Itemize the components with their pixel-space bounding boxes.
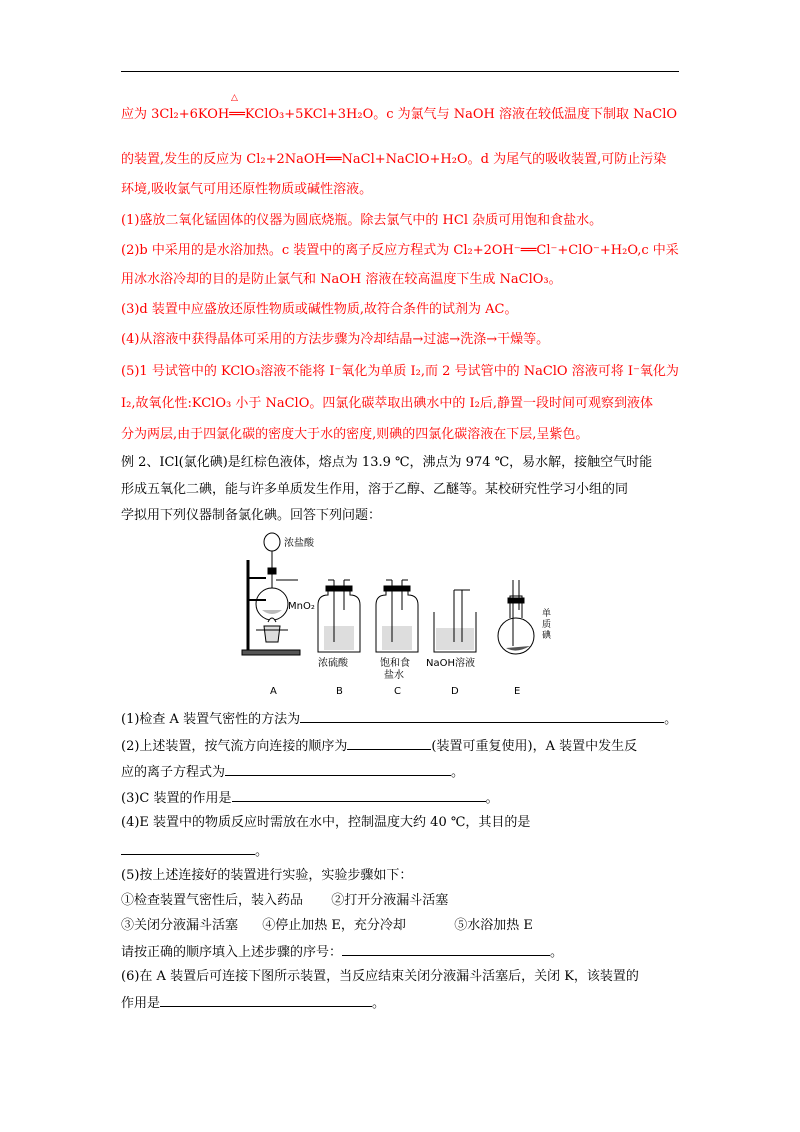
answer-blank[interactable] (342, 943, 550, 956)
letter-b: B (336, 686, 343, 697)
step-3: ③关闭分液漏斗活塞 (121, 918, 239, 933)
letter-c: C (394, 686, 401, 697)
question-6: (6)在 A 装置后可连接下图所示装置，当反应结束关闭分液漏斗活塞后，关闭 K，该装置的 (121, 969, 639, 984)
problem-text: 形成五氧化二碘，能与许多单质发生作用，溶于乙醇、乙醚等。某校研究性学习小组的同 (121, 482, 629, 497)
apparatus-b (318, 580, 360, 652)
answer-line: 分为两层,由于四氯化碳的密度大于水的密度,则碘的四氯化碳溶液在下层,呈紫色。 (121, 427, 589, 442)
question-text: 应的离子方程式为 (121, 765, 226, 780)
question-end: 。 (550, 945, 564, 960)
letter-e: E (514, 686, 521, 697)
heating-condition: △ (231, 93, 238, 103)
label-hcl: 浓盐酸 (284, 538, 314, 549)
question-4: (4)E 装置中的物质反应时需放在水中，控制温度大约 40 ℃，其目的是 (121, 815, 531, 830)
question-text: (1)检查 A 装置气密性的方法为 (121, 712, 301, 727)
answer-line: (2)b 中采用的是水浴加热。c 装置中的离子反应方程式为 Cl₂+2OH⁻══Cl⁻+ClO⁻+H₂O,c 中采 (121, 243, 679, 258)
step-5: ⑤水浴加热 E (454, 918, 533, 933)
question-4-cont (121, 842, 268, 860)
apparatus-figure (240, 530, 560, 700)
question-2 (121, 737, 637, 755)
problem-text: 例 2、ICl(氯化碘)是红棕色液体，熔点为 13.9 ℃，沸点为 974 ℃，易水解，接触空气时能 (121, 455, 653, 470)
question-6-cont (121, 994, 385, 1012)
question-end: 。 (664, 712, 678, 727)
question-end: 。 (451, 765, 465, 780)
question-text: (2)上述装置，按气流方向连接的顺序为 (121, 739, 348, 754)
letter-a: A (270, 686, 277, 697)
answer-line: 的装置,发生的反应为 Cl₂+2NaOH══NaCl+NaClO+H₂O。d 为尾气的吸收装置,可防止污染 (121, 152, 667, 167)
answer-line: 应为 3Cl₂+6KOH══KClO₃+5KCl+3H₂O。c 为氯气与 NaOH 溶液在较低温度下制取 NaClO (121, 107, 678, 122)
answer-line: 环境,吸收氯气可用还原性物质或碱性溶液。 (121, 182, 373, 197)
question-5: (5)按上述连接好的装置进行实验，实验步骤如下： (121, 868, 413, 883)
question-text: 作用是 (121, 996, 161, 1011)
answer-blank[interactable] (347, 737, 431, 750)
step-1: ①检查装置气密性后，装入药品 (121, 893, 304, 908)
label-e-solid-2: 质 (542, 620, 552, 630)
answer-blank[interactable] (232, 789, 486, 802)
apparatus-c (376, 580, 418, 652)
label-d-liquid: NaOH溶液 (426, 658, 475, 669)
question-end: 。 (255, 844, 269, 859)
question-text: (3)C 装置的作用是 (121, 791, 232, 806)
label-b-liquid: 浓硫酸 (318, 658, 348, 669)
answer-blank[interactable] (160, 994, 372, 1007)
question-end: 。 (485, 791, 499, 806)
answer-blank[interactable] (225, 763, 451, 776)
answer-line: 用冰水浴冷却的目的是防止氯气和 NaOH 溶液在较高温度下生成 NaClO₃。 (121, 272, 562, 287)
step-row (121, 918, 533, 934)
header-rule (121, 71, 679, 72)
question-1 (121, 710, 677, 728)
step-row (121, 893, 448, 909)
label-mno2: MnO₂ (288, 601, 315, 612)
answer-blank[interactable] (121, 842, 255, 855)
answer-line: (5)1 号试管中的 KClO₃溶液不能将 I⁻氧化为单质 I₂,而 2 号试管中的 NaClO 溶液可将 I⁻氧化为 (121, 364, 679, 379)
question-3 (121, 789, 499, 807)
answer-line: (3)d 装置中应盛放还原性物质或碱性物质,故符合条件的试剂为 AC。 (121, 302, 518, 317)
question-5-order (121, 943, 563, 961)
label-e-solid-3: 碘 (542, 631, 552, 641)
answer-line: (4)从溶液中获得晶体可采用的方法步骤为冷却结晶→过滤→洗涤→干燥等。 (121, 332, 550, 347)
apparatus-e (498, 580, 534, 654)
step-2: ②打开分液漏斗活塞 (331, 893, 449, 908)
label-e-solid-1: 单 (542, 609, 552, 619)
apparatus-d (434, 590, 476, 652)
answer-line: (1)盛放二氧化锰固体的仪器为圆底烧瓶。除去氯气中的 HCl 杂质可用饱和食盐水。 (121, 213, 603, 228)
answer-blank[interactable] (300, 710, 664, 723)
problem-text: 学拟用下列仪器制备氯化碘。回答下列问题： (121, 508, 382, 523)
step-4: ④停止加热 E，充分冷却 (262, 918, 406, 933)
question-text: 请按正确的顺序填入上述步骤的序号： (121, 945, 343, 960)
question-text: (装置可重复使用)，A 装置中发生反 (431, 739, 638, 754)
answer-line: I₂,故氧化性:KClO₃ 小于 NaClO。四氯化碳萃取出碘水中的 I₂后,静置一段时间可观察到液体 (121, 396, 653, 411)
letter-d: D (451, 686, 459, 697)
question-2-cont (121, 763, 464, 781)
label-c-liquid-2: 盐水 (384, 670, 404, 681)
apparatus-a (242, 533, 300, 655)
label-c-liquid-1: 饱和食 (380, 658, 410, 669)
question-end: 。 (372, 996, 386, 1011)
